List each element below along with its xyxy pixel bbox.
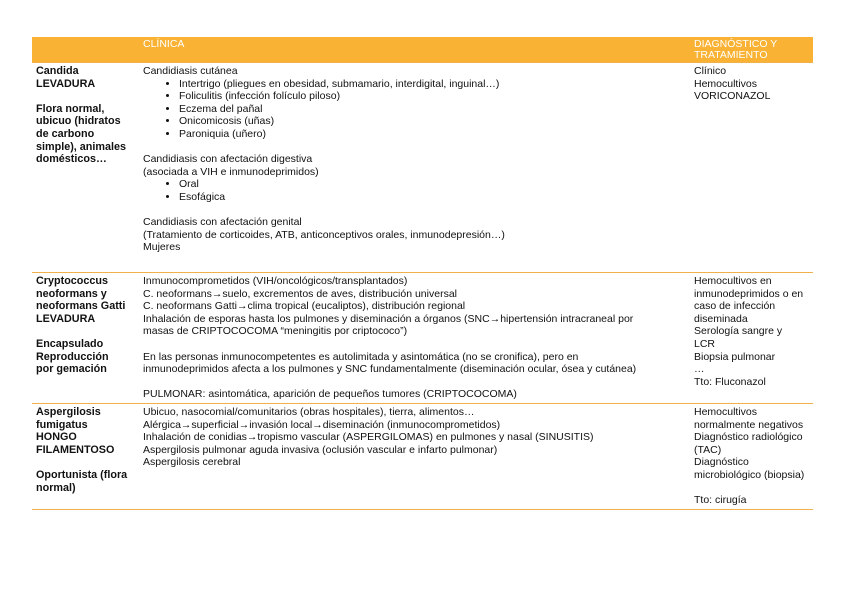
diagnosis-line: caso de infección bbox=[694, 300, 776, 313]
organism-line: neoformans y bbox=[36, 287, 107, 300]
organism-line: domésticos… bbox=[36, 153, 107, 166]
list-item: • Esofágica bbox=[179, 191, 687, 204]
diagnosis-line: LCR bbox=[694, 337, 716, 350]
diagnosis-line: (TAC) bbox=[694, 443, 722, 456]
diagnosis-cell bbox=[690, 273, 813, 404]
section-extra: Mujeres bbox=[143, 241, 181, 254]
diagnosis-line: Diagnóstico bbox=[694, 456, 749, 469]
organism-line: Aspergilosis bbox=[36, 406, 101, 418]
diagnosis-line: Hemocultivos bbox=[694, 406, 758, 418]
header-cell-clinic: CLÍNICA bbox=[139, 37, 690, 63]
table-header-row bbox=[32, 37, 813, 63]
clinic-line: inmunodeprimidos afecta a los pulmones y SNC fundamentalmente (diseminación ocular, ósea y cutánea) bbox=[143, 363, 637, 376]
section-subtitle: (Tratamiento de corticoides, ATB, anticonceptivos orales, inmunodepresión…) bbox=[143, 228, 505, 241]
spacer bbox=[143, 376, 687, 389]
diagnosis-cell bbox=[690, 404, 813, 510]
organism-cell bbox=[32, 404, 139, 510]
organism-line: ubicuo (hidratos bbox=[36, 115, 121, 128]
organism-line: Cryptococcus bbox=[36, 275, 108, 287]
spacer bbox=[36, 456, 136, 469]
clinic-cell bbox=[139, 273, 690, 404]
organism-line: simple), animales bbox=[36, 140, 127, 153]
organism-line: fumigatus bbox=[36, 418, 88, 431]
diagnosis-line: Clínico bbox=[694, 65, 727, 77]
bullet-list bbox=[143, 78, 687, 141]
section-subtitle: (asociada a VIH e inmunodeprimidos) bbox=[143, 165, 319, 178]
list-item: • Oral bbox=[179, 178, 687, 191]
clinic-cell bbox=[139, 63, 690, 273]
list-item: • Onicomicosis (uñas) bbox=[179, 115, 687, 128]
diagnosis-line: Tto: Fluconazol bbox=[694, 375, 766, 388]
clinic-cell bbox=[139, 404, 690, 510]
spacer bbox=[143, 338, 687, 351]
diagnosis-line: Hemocultivos bbox=[694, 77, 758, 90]
organism-line: neoformans Gatti bbox=[36, 300, 126, 313]
diagnosis-line: diseminada bbox=[694, 312, 748, 325]
section-title: Candidiasis con afectación digestiva bbox=[143, 153, 313, 166]
clinic-line: PULMONAR: asintomática, aparición de pequeños tumores (CRIPTOCOCOMA) bbox=[143, 388, 517, 401]
diagnosis-line: … bbox=[694, 363, 705, 376]
header-diagnosis-line-1: DIAGNÓSTICO Y bbox=[694, 38, 778, 50]
diagnosis-line: microbiológico (biopsia) bbox=[694, 468, 805, 481]
section-title: Candidiasis cutánea bbox=[143, 65, 238, 77]
clinic-line: Alérgica→superficial→invasión local→diseminación (inmunocomprometidos) bbox=[143, 418, 501, 431]
clinic-line: C. neoformans Gatti→clima tropical (eucaliptos), distribución regional bbox=[143, 300, 466, 313]
diagnosis-line: Serología sangre y bbox=[694, 325, 783, 338]
organism-line: Oportunista (flora bbox=[36, 468, 128, 481]
organism-line: HONGO bbox=[36, 431, 77, 444]
organism-line: LEVADURA bbox=[36, 77, 96, 90]
list-item: • Foliculitis (infección folículo piloso) bbox=[179, 90, 687, 103]
clinic-line: En las personas inmunocompetentes es autolimitada y asintomática (no se cronifica), pero en bbox=[143, 350, 579, 363]
header-diagnosis-line-2: TRATAMIENTO bbox=[694, 49, 768, 61]
organism-line: normal) bbox=[36, 481, 76, 494]
diagnosis-line: Biopsia pulmonar bbox=[694, 350, 776, 363]
document-table-container bbox=[32, 37, 813, 510]
organism-cell bbox=[32, 63, 139, 273]
clinic-line: Inhalación de conidias→tropismo vascular (ASPERGILOMAS) en pulmones y nasal (SINUSITIS) bbox=[143, 431, 594, 444]
clinic-line: Inhalación de esporas hasta los pulmones y diseminación a órganos (SNC→hipertensión intracraneal por bbox=[143, 312, 634, 325]
spacer bbox=[36, 90, 136, 103]
organism-line: LEVADURA bbox=[36, 312, 96, 325]
header-cell-organism bbox=[32, 37, 139, 63]
clinic-line: Inmunocomprometidos (VIH/oncológicos/transplantados) bbox=[143, 275, 408, 287]
list-item: • Paroniquia (uñero) bbox=[179, 128, 687, 141]
table-row-aspergilosis bbox=[32, 404, 813, 510]
diagnosis-line: Diagnóstico radiológico bbox=[694, 431, 803, 444]
diagnosis-line: Tto: cirugía bbox=[694, 494, 747, 507]
organism-cell bbox=[32, 273, 139, 404]
table-row-candida bbox=[32, 63, 813, 273]
spacer bbox=[143, 141, 687, 154]
organism-line: Candida bbox=[36, 65, 79, 77]
spacer bbox=[143, 204, 687, 217]
clinic-line: C. neoformans→suelo, excrementos de aves, distribución universal bbox=[143, 287, 457, 300]
list-item: • Eczema del pañal bbox=[179, 103, 687, 116]
clinic-line: Aspergilosis cerebral bbox=[143, 456, 241, 469]
list-item: • Intertrigo (pliegues en obesidad, submamario, interdigital, inguinal…) bbox=[179, 78, 687, 91]
organism-line: Flora normal, bbox=[36, 102, 105, 115]
diagnosis-line: Hemocultivos en bbox=[694, 275, 772, 287]
organism-line: Reproducción bbox=[36, 350, 109, 363]
diagnosis-cell bbox=[690, 63, 813, 273]
organism-line: de carbono bbox=[36, 127, 95, 140]
diagnosis-line: VORICONAZOL bbox=[694, 90, 771, 103]
organism-line: FILAMENTOSO bbox=[36, 443, 115, 456]
organism-line: por gemación bbox=[36, 363, 107, 376]
spacer bbox=[694, 482, 810, 495]
table-row-cryptococcus bbox=[32, 273, 813, 404]
section-title: Candidiasis con afectación genital bbox=[143, 216, 302, 229]
clinic-line: masas de CRIPTOCOCOMA “meningitis por criptococo”) bbox=[143, 325, 408, 338]
bullet-list bbox=[143, 178, 687, 203]
fungi-table bbox=[32, 37, 813, 510]
header-cell-diagnosis bbox=[690, 37, 813, 63]
organism-line: Encapsulado bbox=[36, 337, 104, 350]
spacer bbox=[36, 325, 136, 338]
diagnosis-line: inmunodeprimidos o en bbox=[694, 287, 804, 300]
clinic-line: Ubicuo, nasocomial/comunitarios (obras hospitales), tierra, alimentos… bbox=[143, 406, 475, 418]
clinic-line: Aspergilosis pulmonar aguda invasiva (oclusión vascular e infarto pulmonar) bbox=[143, 443, 498, 456]
diagnosis-line: normalmente negativos bbox=[694, 418, 804, 431]
